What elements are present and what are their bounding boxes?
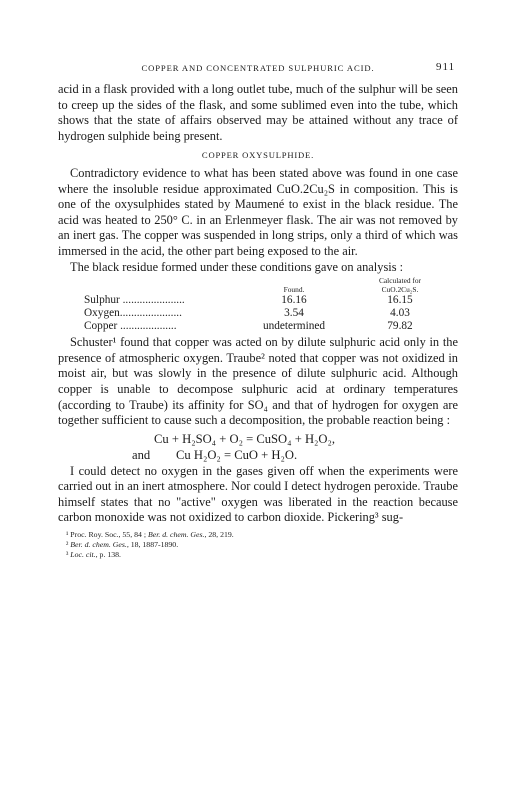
equation-conjunction: and: [132, 447, 151, 462]
header-formula: CuO.2Cu₂S.: [381, 284, 419, 294]
calculated-value: 4.03: [390, 307, 410, 320]
equation-2-line: [58, 447, 458, 463]
table-row: [84, 320, 446, 333]
element-name: Oxygen: [84, 307, 120, 320]
dot-leader: ......................: [119, 307, 182, 320]
section-heading: COPPER OXYSULPHIDE.: [201, 150, 315, 161]
paragraph-contradictory-evidence: Contradictory evidence to what has been stated above was found in one case where the insoluble residue approximated CuO.2Cu₂S in composition. This is one of the oxysulphides stated by Maumené to exist in the black residue. The acid was heated to 250° C. in an Erlenmeyer flask. The air was not removed by an inert gas. The copper was suspended in long strips, only a third of which was immersed in the acid, the other part being exposed to the air.: [58, 165, 458, 258]
footnote-1: ¹ Proc. Roy. Soc., 55, 84 ; Ber. d. chem. Ges., 28, 219.: [66, 530, 234, 540]
dot-leader: ....................: [117, 320, 177, 333]
element-name: Sulphur: [84, 294, 120, 307]
paragraph-analysis-intro: The black residue formed under these conditions gave on analysis :: [70, 259, 404, 274]
footnotes: [58, 530, 458, 560]
table-row: [84, 294, 446, 307]
equation-2: Cu H₂O₂ = CuO + H₂O.: [176, 447, 298, 462]
element-name: Copper: [84, 320, 118, 333]
header-found: Found.: [283, 284, 305, 294]
reaction-equations: [58, 431, 458, 463]
header-calculated-label: Calculated for: [378, 276, 422, 286]
found-value: undetermined: [262, 320, 326, 333]
analysis-table-header: [84, 277, 446, 294]
header-calculated: [354, 277, 446, 294]
dot-leader: ......................: [119, 294, 185, 307]
found-value: 3.54: [284, 307, 304, 320]
page-body: [58, 82, 458, 560]
calculated-value: 16.15: [387, 294, 413, 307]
footnote-2: ² Ber. d. chem. Ges., 18, 1887-1890.: [66, 540, 179, 550]
running-head: COPPER AND CONCENTRATED SULPHURIC ACID.: [141, 63, 375, 73]
footnote-3: ³ Loc. cit., p. 138.: [66, 550, 121, 560]
analysis-table: [84, 277, 446, 333]
calculated-value: 79.82: [387, 320, 413, 333]
page-number: 911: [436, 61, 456, 73]
equation-1: Cu + H₂SO₄ + O₂ = CuSO₄ + H₂O₂,: [154, 431, 336, 446]
paragraph-schuster: Schuster¹ found that copper was acted on by dilute sulphuric acid only in the presence of atmospheric oxygen. Traube² noted that copper was not oxidized in moist air, but was slowly in the presence of dilute sulphuric acid. Although copper is unable to decompose sulphuric acid at ordinary temperatures (according to Traube) its affinity for SO₄ and that of hydrogen for oxygen are together sufficient to cause such a decomposition, the probable reaction being :: [58, 335, 458, 428]
paragraph-oxygen-detection: I could detect no oxygen in the gases given off when the experiments were carried out in an inert atmosphere. Nor could I detect hydrogen peroxide. Traube himself states that no "active" oxygen was liberated in the reaction because carbon monoxide was not oxidized to carbon dioxide. Pickering³ sug-: [58, 463, 458, 525]
intro-paragraph: acid in a flask provided with a long outlet tube, much of the sulphur will be seen to creep up the sides of the flask, and some sublimed even into the tube, which shows that the state of affairs observed may be attained without any trace of hydrogen sulphide being present.: [58, 82, 458, 143]
table-row: [84, 307, 446, 320]
found-value: 16.16: [281, 294, 307, 307]
